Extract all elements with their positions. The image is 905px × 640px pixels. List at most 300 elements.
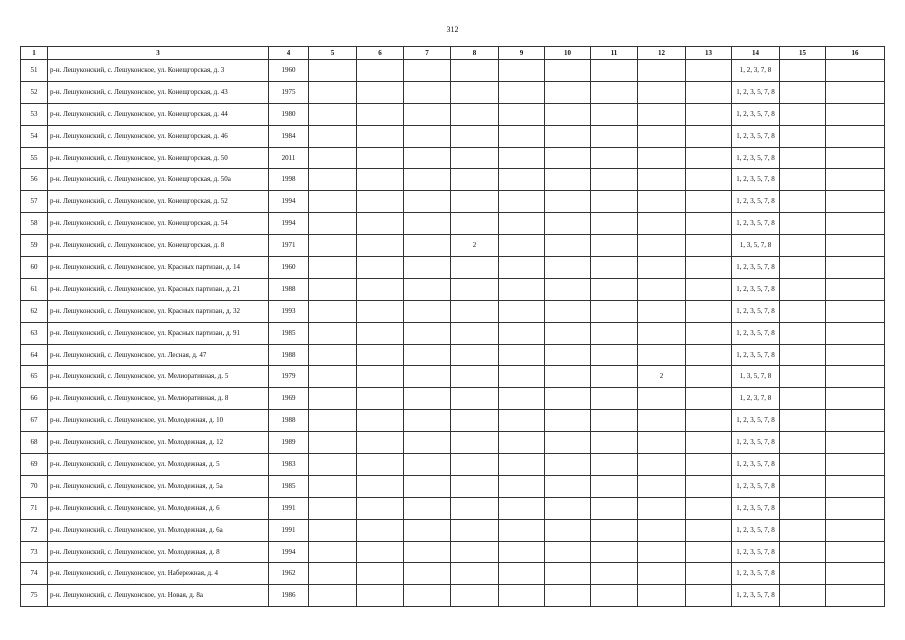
table-cell (780, 191, 826, 213)
table-cell (591, 103, 638, 125)
table-row (21, 213, 885, 235)
table-cell (309, 432, 357, 454)
table-cell (591, 388, 638, 410)
table-cell (499, 519, 545, 541)
table-cell (357, 81, 404, 103)
address-cell: р-н. Лешуконский, с. Лешуконское, ул. Молодежная, д. 12 (48, 432, 269, 454)
year-cell: 1994 (269, 541, 309, 563)
table-cell (638, 60, 686, 82)
table-cell (780, 300, 826, 322)
table-cell (357, 585, 404, 607)
table-cell (499, 497, 545, 519)
row-number-cell: 73 (21, 541, 48, 563)
column-header: 4 (269, 47, 309, 60)
row-number-cell: 70 (21, 475, 48, 497)
year-cell: 1985 (269, 322, 309, 344)
table-cell (545, 541, 591, 563)
table-row (21, 519, 885, 541)
table-cell (686, 103, 732, 125)
table-cell (826, 432, 885, 454)
column-header: 8 (451, 47, 499, 60)
address-cell: р-н. Лешуконский, с. Лешуконское, ул. Конещгорская, д. 44 (48, 103, 269, 125)
table-cell (499, 322, 545, 344)
table-cell (686, 300, 732, 322)
table-cell (780, 257, 826, 279)
codes-cell: 1, 2, 3, 5, 7, 8 (732, 300, 780, 322)
table-cell (545, 344, 591, 366)
table-cell (780, 344, 826, 366)
row-number-cell: 61 (21, 278, 48, 300)
address-cell: р-н. Лешуконский, с. Лешуконское, ул. Мелиоративная, д. 5 (48, 366, 269, 388)
row-number-cell: 52 (21, 81, 48, 103)
table-cell (686, 81, 732, 103)
column-header: 15 (780, 47, 826, 60)
table-cell (545, 213, 591, 235)
row-number-cell: 75 (21, 585, 48, 607)
codes-cell: 1, 2, 3, 5, 7, 8 (732, 169, 780, 191)
table-cell (826, 257, 885, 279)
table-cell (545, 235, 591, 257)
table-cell (591, 410, 638, 432)
table-cell (309, 454, 357, 476)
table-cell (451, 541, 499, 563)
table-cell (309, 191, 357, 213)
table-cell (780, 563, 826, 585)
table-cell (545, 388, 591, 410)
table-row (21, 60, 885, 82)
table-cell (451, 366, 499, 388)
table-cell (780, 125, 826, 147)
table-cell (499, 366, 545, 388)
table-cell (826, 541, 885, 563)
table-cell (451, 60, 499, 82)
table-cell (591, 278, 638, 300)
table-body (21, 60, 885, 607)
table-cell (686, 563, 732, 585)
address-cell: р-н. Лешуконский, с. Лешуконское, ул. Конещгорская, д. 52 (48, 191, 269, 213)
table-cell (591, 322, 638, 344)
table-cell (826, 475, 885, 497)
year-cell: 2011 (269, 147, 309, 169)
table-cell (404, 103, 451, 125)
table-cell (686, 344, 732, 366)
table-cell (686, 278, 732, 300)
table-cell (638, 344, 686, 366)
table-cell (451, 563, 499, 585)
table-cell (309, 541, 357, 563)
year-cell: 1994 (269, 213, 309, 235)
table-cell (357, 344, 404, 366)
table-cell (357, 322, 404, 344)
table-cell (638, 213, 686, 235)
row-number-cell: 60 (21, 257, 48, 279)
table-cell (404, 257, 451, 279)
table-cell (826, 454, 885, 476)
table-cell (638, 432, 686, 454)
table-cell (309, 366, 357, 388)
row-number-cell: 65 (21, 366, 48, 388)
codes-cell: 1, 2, 3, 5, 7, 8 (732, 585, 780, 607)
table-cell (309, 475, 357, 497)
table-cell (826, 278, 885, 300)
table-cell (309, 60, 357, 82)
table-cell (638, 300, 686, 322)
table-row (21, 169, 885, 191)
table-cell (357, 169, 404, 191)
table-cell (309, 300, 357, 322)
year-cell: 1960 (269, 60, 309, 82)
table-cell (545, 497, 591, 519)
address-cell: р-н. Лешуконский, с. Лешуконское, ул. Конещгорская, д. 3 (48, 60, 269, 82)
table-cell (545, 169, 591, 191)
table-cell (357, 432, 404, 454)
codes-cell: 1, 2, 3, 5, 7, 8 (732, 81, 780, 103)
table-cell (780, 519, 826, 541)
table-cell (545, 322, 591, 344)
table-cell (357, 366, 404, 388)
table-cell (591, 147, 638, 169)
table-cell (591, 81, 638, 103)
year-cell: 1991 (269, 519, 309, 541)
table-cell (545, 366, 591, 388)
table-cell (638, 278, 686, 300)
table-cell (591, 563, 638, 585)
table-cell (404, 278, 451, 300)
table-cell (309, 125, 357, 147)
table-cell (686, 191, 732, 213)
table-cell (638, 81, 686, 103)
table-cell (780, 454, 826, 476)
table-cell (545, 147, 591, 169)
table-cell (357, 60, 404, 82)
table-row (21, 454, 885, 476)
table-cell (826, 191, 885, 213)
year-cell: 1993 (269, 300, 309, 322)
codes-cell: 1, 2, 3, 5, 7, 8 (732, 541, 780, 563)
table-cell (357, 300, 404, 322)
table-cell (499, 388, 545, 410)
table-cell (826, 497, 885, 519)
table-cell (591, 519, 638, 541)
year-cell: 1991 (269, 497, 309, 519)
table-cell (451, 125, 499, 147)
row-number-cell: 54 (21, 125, 48, 147)
table-cell (826, 563, 885, 585)
table-cell (451, 475, 499, 497)
table-cell (638, 257, 686, 279)
codes-cell: 1, 2, 3, 5, 7, 8 (732, 257, 780, 279)
table-cell (499, 257, 545, 279)
table-cell (451, 497, 499, 519)
table-cell (451, 278, 499, 300)
table-cell (638, 585, 686, 607)
year-cell: 1998 (269, 169, 309, 191)
table-cell (591, 125, 638, 147)
address-cell: р-н. Лешуконский, с. Лешуконское, ул. Конещгорская, д. 50 (48, 147, 269, 169)
table-cell (451, 322, 499, 344)
address-cell: р-н. Лешуконский, с. Лешуконское, ул. Мелиоративная, д. 8 (48, 388, 269, 410)
row-number-cell: 57 (21, 191, 48, 213)
table-cell (638, 103, 686, 125)
codes-cell: 1, 2, 3, 5, 7, 8 (732, 213, 780, 235)
table-cell (780, 388, 826, 410)
row-number-cell: 69 (21, 454, 48, 476)
table-cell (591, 344, 638, 366)
table-cell (826, 388, 885, 410)
table-cell (451, 257, 499, 279)
table-cell (499, 191, 545, 213)
table-cell (638, 519, 686, 541)
table-cell (309, 213, 357, 235)
table-cell (686, 519, 732, 541)
row-number-cell: 62 (21, 300, 48, 322)
year-cell: 1984 (269, 125, 309, 147)
table-cell (357, 519, 404, 541)
address-cell: р-н. Лешуконский, с. Лешуконское, ул. Красных партизан, д. 14 (48, 257, 269, 279)
codes-cell: 1, 2, 3, 5, 7, 8 (732, 454, 780, 476)
year-cell: 1986 (269, 585, 309, 607)
table-cell (499, 585, 545, 607)
table-cell (686, 147, 732, 169)
table-cell (404, 563, 451, 585)
table-cell (686, 322, 732, 344)
table-cell (451, 388, 499, 410)
table-cell (780, 322, 826, 344)
table-cell (686, 388, 732, 410)
column-header: 13 (686, 47, 732, 60)
table-row (21, 81, 885, 103)
codes-cell: 1, 2, 3, 5, 7, 8 (732, 563, 780, 585)
table-cell (780, 541, 826, 563)
table-cell (686, 454, 732, 476)
table-cell (499, 563, 545, 585)
row-number-cell: 74 (21, 563, 48, 585)
column-header: 14 (732, 47, 780, 60)
row-number-cell: 58 (21, 213, 48, 235)
table-cell (357, 257, 404, 279)
table-row (21, 147, 885, 169)
row-number-cell: 51 (21, 60, 48, 82)
table-cell (638, 125, 686, 147)
table-cell (826, 81, 885, 103)
table-row (21, 366, 885, 388)
table-cell (591, 213, 638, 235)
table-cell (404, 235, 451, 257)
table-cell (686, 366, 732, 388)
column-header: 16 (826, 47, 885, 60)
column-header: 7 (404, 47, 451, 60)
table-cell (686, 257, 732, 279)
table-row (21, 410, 885, 432)
address-cell: р-н. Лешуконский, с. Лешуконское, ул. Красных партизан, д. 32 (48, 300, 269, 322)
table-cell (826, 103, 885, 125)
codes-cell: 1, 2, 3, 5, 7, 8 (732, 103, 780, 125)
codes-cell: 1, 2, 3, 7, 8 (732, 60, 780, 82)
table-cell (357, 454, 404, 476)
year-cell: 1983 (269, 454, 309, 476)
table-cell (826, 213, 885, 235)
table-cell (545, 585, 591, 607)
table-cell (545, 300, 591, 322)
table-cell (499, 81, 545, 103)
row-number-cell: 72 (21, 519, 48, 541)
table-cell (451, 519, 499, 541)
table-cell (357, 191, 404, 213)
table-cell (638, 388, 686, 410)
table-cell (545, 125, 591, 147)
table-cell (826, 169, 885, 191)
table-cell (780, 366, 826, 388)
address-cell: р-н. Лешуконский, с. Лешуконское, ул. Красных партизан, д. 91 (48, 322, 269, 344)
codes-cell: 1, 3, 5, 7, 8 (732, 235, 780, 257)
page-number: 312 (446, 25, 459, 34)
codes-cell: 1, 2, 3, 5, 7, 8 (732, 497, 780, 519)
table-cell (499, 410, 545, 432)
table-cell (309, 169, 357, 191)
codes-cell: 1, 2, 3, 5, 7, 8 (732, 475, 780, 497)
table-cell (309, 322, 357, 344)
table-cell (545, 191, 591, 213)
table-cell (451, 454, 499, 476)
table-cell (309, 563, 357, 585)
table-cell (451, 585, 499, 607)
address-cell: р-н. Лешуконский, с. Лешуконское, ул. Лесная, д. 47 (48, 344, 269, 366)
table-cell (404, 410, 451, 432)
table-row (21, 103, 885, 125)
codes-cell: 1, 3, 5, 7, 8 (732, 366, 780, 388)
table-cell (499, 344, 545, 366)
table-row (21, 257, 885, 279)
table-cell (591, 60, 638, 82)
table-cell (357, 388, 404, 410)
table-cell (404, 169, 451, 191)
table-cell (404, 322, 451, 344)
year-cell: 1985 (269, 475, 309, 497)
row-number-cell: 66 (21, 388, 48, 410)
table-cell (686, 541, 732, 563)
table-cell (686, 169, 732, 191)
table-cell (499, 103, 545, 125)
year-cell: 1979 (269, 366, 309, 388)
table-cell (545, 454, 591, 476)
table-cell (686, 125, 732, 147)
table-cell (780, 410, 826, 432)
column-header: 11 (591, 47, 638, 60)
table-row (21, 475, 885, 497)
table-cell (309, 278, 357, 300)
table-cell (545, 519, 591, 541)
table-cell (404, 497, 451, 519)
table-cell (404, 519, 451, 541)
table-cell (591, 541, 638, 563)
table-cell (309, 410, 357, 432)
table-cell (780, 169, 826, 191)
table-cell (638, 454, 686, 476)
table-cell (451, 344, 499, 366)
table-cell (686, 432, 732, 454)
table-cell (451, 213, 499, 235)
year-cell: 1971 (269, 235, 309, 257)
codes-cell: 1, 2, 3, 5, 7, 8 (732, 191, 780, 213)
table-cell (686, 213, 732, 235)
row-number-cell: 55 (21, 147, 48, 169)
table-cell (451, 410, 499, 432)
table-cell (591, 585, 638, 607)
column-header: 5 (309, 47, 357, 60)
table-cell (545, 60, 591, 82)
table-cell (591, 497, 638, 519)
table-cell (499, 213, 545, 235)
table-cell (780, 60, 826, 82)
table-row (21, 278, 885, 300)
table-cell (591, 169, 638, 191)
row-number-cell: 53 (21, 103, 48, 125)
table-cell (591, 300, 638, 322)
table-cell (826, 300, 885, 322)
table-cell (357, 103, 404, 125)
table-cell (357, 147, 404, 169)
table-cell (780, 585, 826, 607)
table-row (21, 300, 885, 322)
table-cell (404, 475, 451, 497)
table-cell (451, 432, 499, 454)
table-cell (638, 235, 686, 257)
table-cell (499, 432, 545, 454)
table-cell (686, 60, 732, 82)
codes-cell: 1, 2, 3, 5, 7, 8 (732, 322, 780, 344)
table-cell (591, 432, 638, 454)
table-cell (638, 191, 686, 213)
table-cell (357, 497, 404, 519)
table-cell (780, 497, 826, 519)
table-cell (309, 585, 357, 607)
table-cell (309, 81, 357, 103)
table-cell (545, 81, 591, 103)
table-cell (499, 278, 545, 300)
table-cell (638, 147, 686, 169)
table-cell (780, 147, 826, 169)
table-cell (545, 278, 591, 300)
table-row (21, 344, 885, 366)
row-number-cell: 59 (21, 235, 48, 257)
table-header-row (21, 47, 885, 60)
year-cell: 1988 (269, 278, 309, 300)
table-cell (591, 257, 638, 279)
table-cell (357, 278, 404, 300)
table-cell (309, 147, 357, 169)
table-cell (638, 475, 686, 497)
codes-cell: 1, 2, 3, 5, 7, 8 (732, 432, 780, 454)
table-cell (591, 475, 638, 497)
table-cell (780, 103, 826, 125)
table-cell (499, 475, 545, 497)
table-row (21, 388, 885, 410)
table-row (21, 191, 885, 213)
address-cell: р-н. Лешуконский, с. Лешуконское, ул. Конещгорская, д. 8 (48, 235, 269, 257)
table-cell (404, 432, 451, 454)
row-number-cell: 68 (21, 432, 48, 454)
table-cell (826, 519, 885, 541)
table-cell (404, 541, 451, 563)
address-cell: р-н. Лешуконский, с. Лешуконское, ул. Молодежная, д. 5 (48, 454, 269, 476)
table-cell (780, 213, 826, 235)
table-row (21, 541, 885, 563)
column-header: 9 (499, 47, 545, 60)
row-number-cell: 64 (21, 344, 48, 366)
year-cell: 1994 (269, 191, 309, 213)
table-cell (638, 541, 686, 563)
table-row (21, 125, 885, 147)
